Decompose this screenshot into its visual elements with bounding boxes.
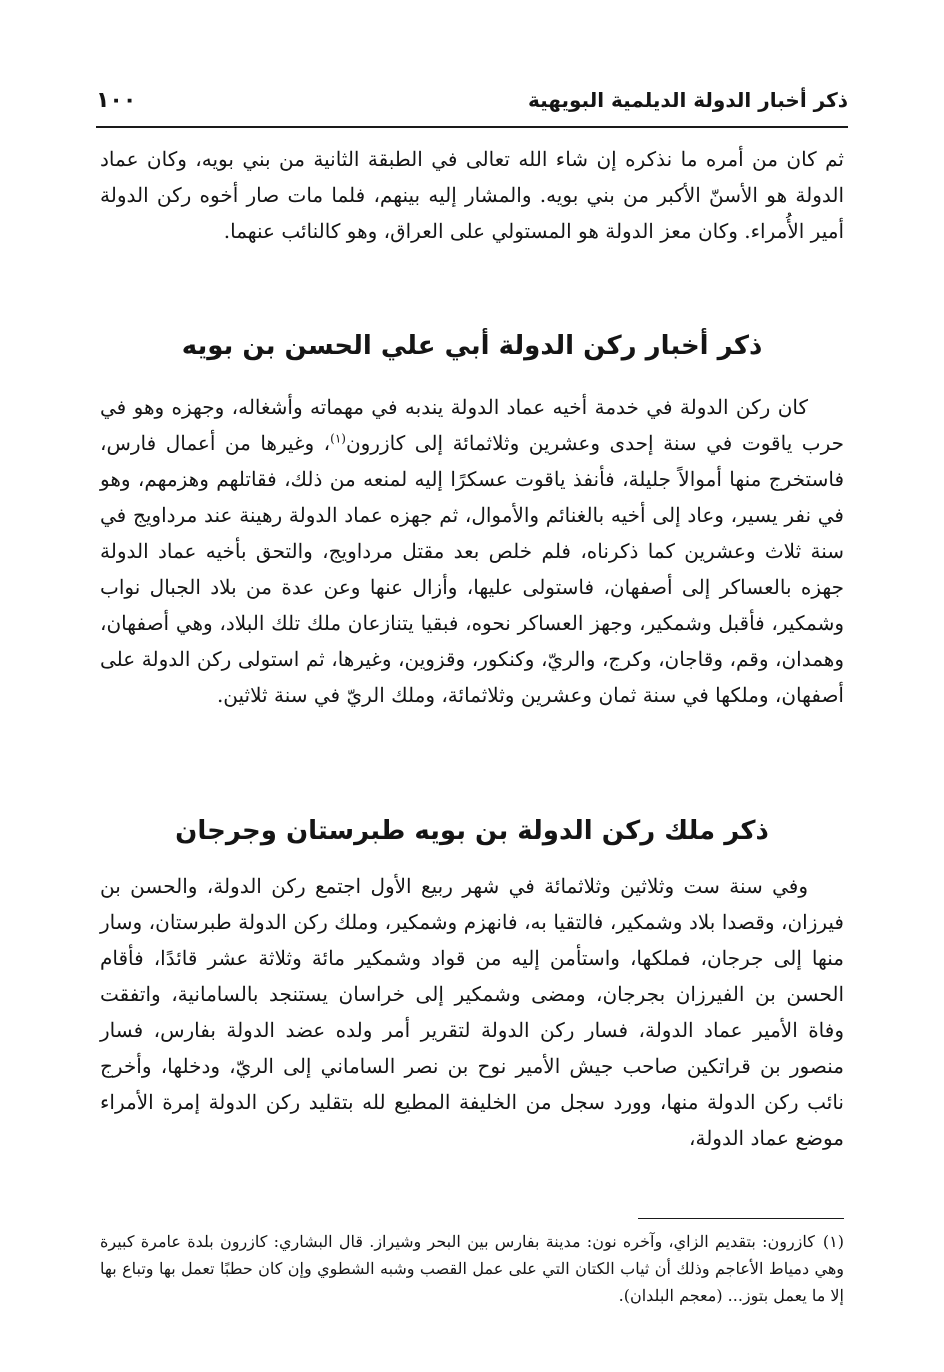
section1-text-after-note: ، وغيرها من أعمال فارس، فاستخرج منها أموالاً جليلة، فأنفذ ياقوت عسكرًا إليه لمنعه من ذلك، فقاتلهم وهزمهم، وهو في نفر يسير، وعاد إلى أخيه بالغنائم والأموال، ثم جهزه عماد الدولة رهينة عند مرداويج في سنة ثلاث وعشرين كما ذكرناه، فلم خلص بعد مقتل مرداويج، والتحق بأخيه عماد الدولة جهزه بالعساكر إلى أصفهان، فاستولى عليها، وأزال عنها وعن عدة من بلاد الجبال نواب وشمكير، فأقبل وشمكير، وجهز العساكر نحوه، فبقيا يتنازعان ملك تلك البلاد، وهي أصفهان، وهمدان، وقم، وقاجان، وكرج، والريّ، وكنكور، وقزوين، وغيرها، ثم استولى ركن الدولة على أصفهان، وملكها في سنة ثمان وعشرين وثلاثمائة، وملك الريّ في سنة ثلاثين. <box>100 431 844 707</box>
running-header <box>96 82 848 122</box>
footnote-number: (١) <box>822 1232 844 1251</box>
footnote-text: كازرون: بتقديم الزاي، وآخره نون: مدينة بفارس بين البحر وشيراز. قال البشاري: كازرون بلدة عامرة كبيرة وهي دمياط الأعاجم وذلك أن ثياب الكتان التي على عمل القصب وشبه الشطوي وإن كان حطبًا تعمل بها وتباع بها إلا ما يعمل بتوز... (معجم البلدان). <box>100 1232 844 1305</box>
intro-block <box>100 141 844 249</box>
section1-block <box>100 389 844 713</box>
footnote <box>100 1228 844 1309</box>
section-heading-tabaristan-jurjan: ذكر ملك ركن الدولة بن بويه طبرستان وجرجان <box>175 816 769 846</box>
section1-text-before-note: كان ركن الدولة في خدمة أخيه عماد الدولة يندبه في مهماته وأشغاله، وجهزه وهو في حرب ياقوت في سنة إحدى وعشرين وثلاثمائة إلى كازرون <box>100 395 844 455</box>
section2-paragraph: وفي سنة ست وثلاثين وثلاثمائة في شهر ربيع الأول اجتمع ركن الدولة، والحسن بن فيرزان، وقصدا بلاد وشمكير، فالتقيا به، فانهزم وشمكير، وملك ركن الدولة طبرستان، وسار منها إلى جرجان، فملكها، واستأمن إليه من قواد وشمكير مائة وثلاثة عشر قائدًا، فأقام الحسن بن الفيرزان بجرجان، ومضى وشمكير إلى خراسان يستنجد بالسامانية، واتفقت وفاة الأمير عماد الدولة، فسار ركن الدولة لتقرير أمر ولده عضد الدولة بفارس، فسار منصور بن قراتكين صاحب جيش الأمير نوح بن نصر الساماني إلى الريّ، ودخلها، وأخرج نائب ركن الدولة منها، وورد سجل من الخليفة المطيع لله بتقليد ركن الدولة إمرة الأمراء موضع عماد الدولة، <box>100 874 844 1150</box>
section1-paragraph <box>100 389 844 713</box>
page-number: ١٠٠ <box>96 88 137 113</box>
footnote-reference[interactable]: (١) <box>330 431 346 446</box>
intro-paragraph: ثم كان من أمره ما نذكره إن شاء الله تعالى في الطبقة الثانية من بني بويه، وكان عماد الدولة هو الأسنّ الأكبر من بني بويه. والمشار إليه بينهم، فلما مات صار أخوه ركن الدولة أمير الأُمراء. وكان معز الدولة هو المستولي على العراق، وهو كالنائب عنهما. <box>100 147 844 243</box>
running-header-title: ذكر أخبار الدولة الديلمية البويهية <box>528 88 848 112</box>
section2-block <box>100 868 844 1156</box>
section-heading-rukn-al-dawla: ذكر أخبار ركن الدولة أبي علي الحسن بن بويه <box>181 331 763 361</box>
footnote-divider <box>638 1218 844 1219</box>
header-divider <box>96 126 848 128</box>
